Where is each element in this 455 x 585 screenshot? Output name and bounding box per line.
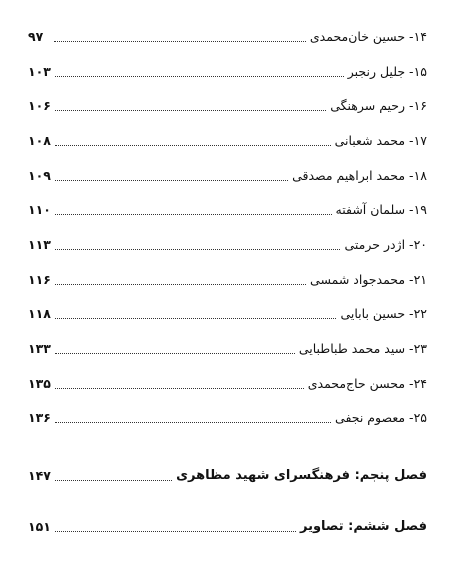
- toc-entry-20: [28, 230, 427, 254]
- dotted-leader: [55, 317, 337, 319]
- toc-entry-page: ۱۰۶: [28, 98, 51, 113]
- dotted-leader: [55, 530, 296, 532]
- dotted-leader: [55, 479, 172, 481]
- toc-entry-page: ۱۱۳: [28, 237, 51, 252]
- dotted-leader: [55, 144, 331, 146]
- dotted-leader: [54, 40, 306, 42]
- toc-entry-page: ۱۳۶: [28, 410, 51, 425]
- toc-entry-title: ۱۸- محمد ابراهیم مصدقی: [292, 168, 427, 183]
- toc-entry-title: ۱۵- جلیل رنجبر: [347, 64, 427, 79]
- toc-entry-page: ۱۳۵: [28, 376, 51, 391]
- toc-chapter-6: [28, 512, 427, 536]
- toc-entry-title: ۲۱- محمدجواد شمسی: [310, 272, 427, 287]
- toc-entry-21: [28, 265, 427, 289]
- toc-entry-page: ۱۳۳: [28, 341, 51, 356]
- toc-entry-17: [28, 126, 427, 150]
- dotted-leader: [55, 352, 295, 354]
- chapter-page: ۱۴۷: [28, 468, 51, 483]
- dotted-leader: [55, 283, 306, 285]
- chapter-title: فصل ششم: تصاویر: [299, 519, 427, 534]
- toc-entry-18: [28, 161, 427, 185]
- toc-entry-23: [28, 334, 427, 358]
- toc-entry-page: ۱۰۸: [28, 133, 51, 148]
- toc-entry-title: ۱۶- رحیم سرهنگی: [330, 98, 427, 113]
- toc-entry-page: ۱۱۸: [28, 306, 51, 321]
- toc-entry-page: ۱۱۰: [28, 202, 51, 217]
- toc-entry-page: ۱۱۶: [28, 272, 51, 287]
- toc-entry-page: ۱۰۹: [28, 168, 51, 183]
- toc-entry-page: ۹۷: [28, 29, 44, 44]
- dotted-leader: [55, 421, 331, 423]
- toc-entry-title: ۲۳- سید محمد طباطبایی: [298, 341, 427, 356]
- chapter-page: ۱۵۱: [28, 519, 51, 534]
- dotted-leader: [55, 213, 332, 215]
- dotted-leader: [55, 248, 341, 250]
- toc-entry-19: [28, 195, 427, 219]
- toc-entry-title: ۲۰- اژدر حرمتی: [344, 237, 427, 252]
- toc-entry-15: [28, 57, 427, 81]
- dotted-leader: [55, 75, 344, 77]
- dotted-leader: [55, 387, 304, 389]
- toc-entry-22: [28, 299, 427, 323]
- toc-entry-title: ۱۹- سلمان آشفته: [335, 202, 427, 217]
- dotted-leader: [55, 109, 326, 111]
- toc-entry-24: [28, 369, 427, 393]
- toc-entry-title: ۲۲- حسین بابایی: [340, 306, 427, 321]
- toc-entry-page: ۱۰۳: [28, 64, 51, 79]
- toc-entry-title: ۲۵- معصوم نجفی: [335, 410, 427, 425]
- toc-entry-16: [28, 91, 427, 115]
- toc-entry-title: ۲۴- محسن حاج‌محمدی: [307, 376, 427, 391]
- toc-entry-title: ۱۴- حسین خان‌محمدی: [309, 29, 427, 44]
- toc-chapter-5: [28, 461, 427, 485]
- toc-entry-14: [28, 22, 427, 46]
- dotted-leader: [55, 179, 288, 181]
- chapter-title: فصل پنجم: فرهنگسرای شهید مظاهری: [176, 468, 427, 483]
- toc-entry-title: ۱۷- محمد شعبانی: [334, 133, 427, 148]
- toc-entry-25: [28, 403, 427, 427]
